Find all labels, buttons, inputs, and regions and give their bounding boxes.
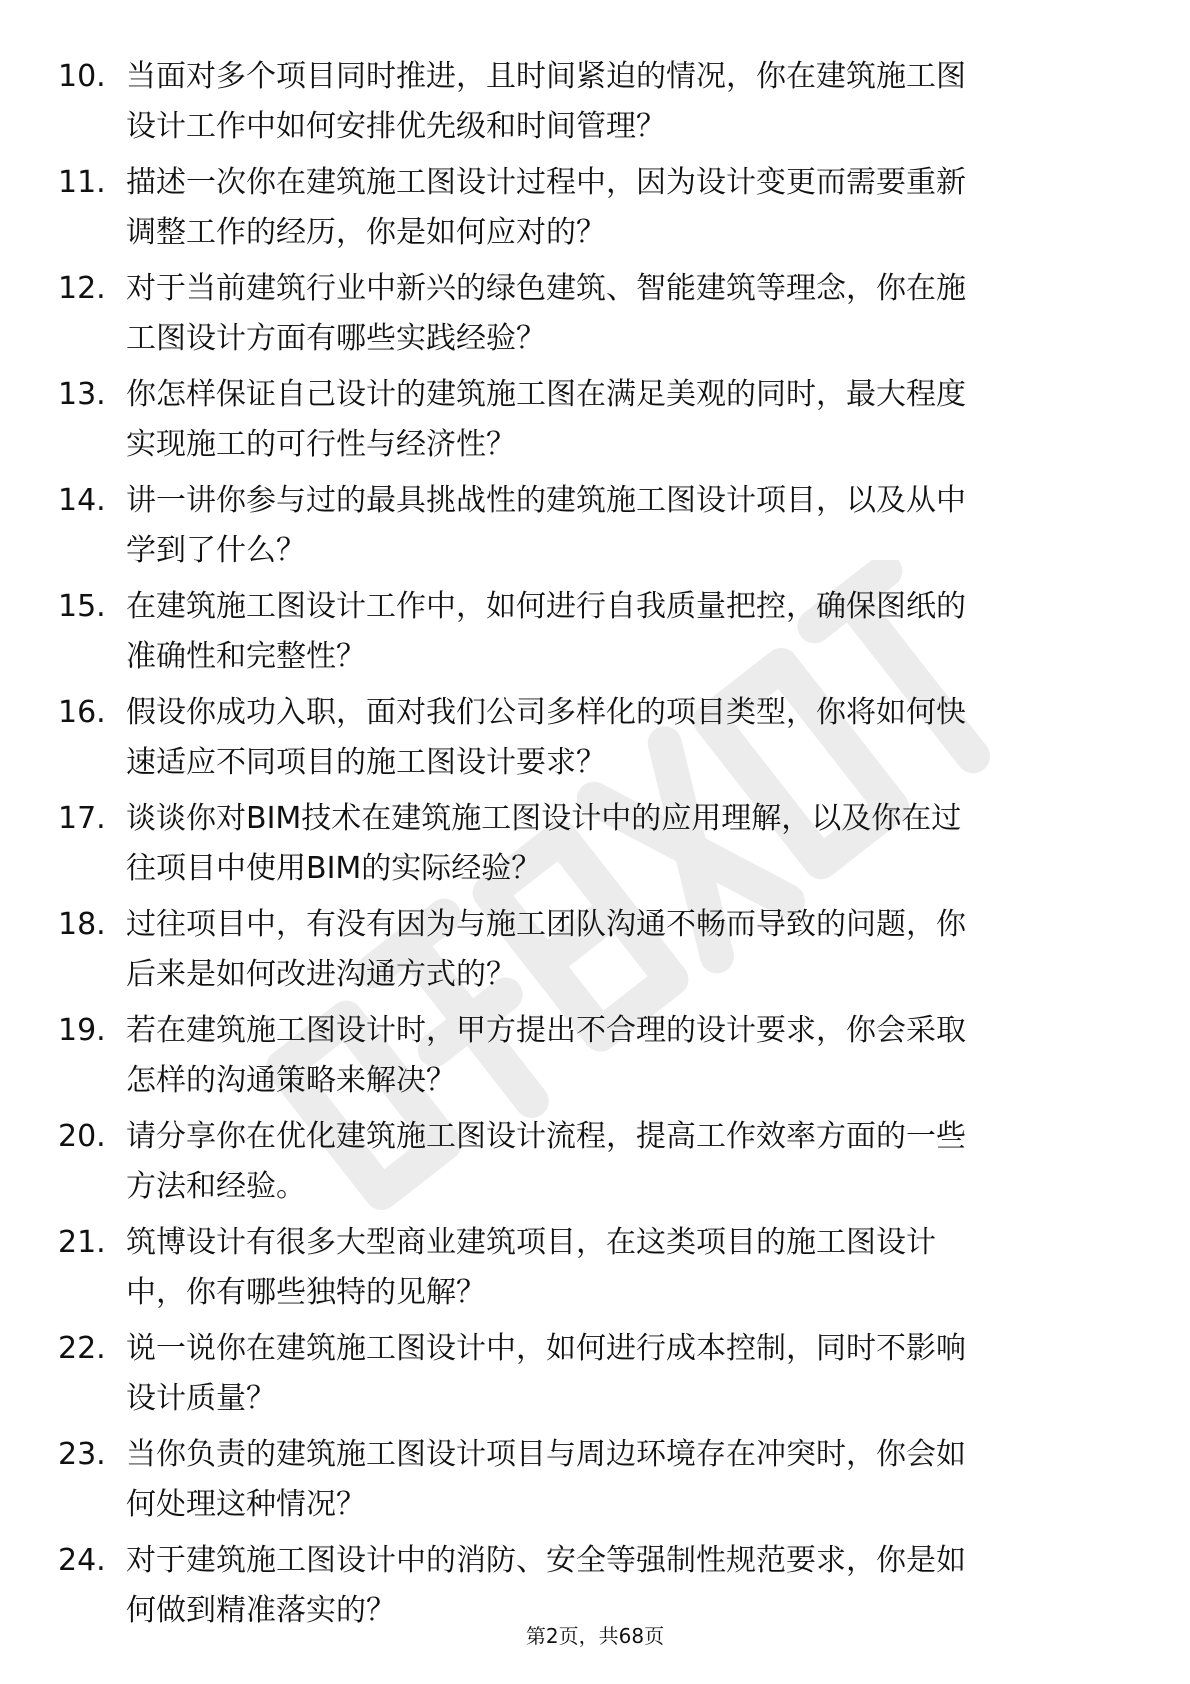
question-text xyxy=(126,1218,1126,1318)
question-line: 若在建筑施工图设计时，甲方提出不合理的设计要求，你会采取 xyxy=(126,1013,966,1048)
question-line: 在建筑施工图设计工作中，如何进行自我质量把控，确保图纸的 xyxy=(126,589,966,624)
question-line: 往项目中使用BIM的实际经验？ xyxy=(126,851,542,886)
question-number: 23. xyxy=(58,1437,106,1472)
question-text xyxy=(126,1430,1126,1530)
question-text xyxy=(126,794,1126,894)
question-line: 筑博设计有很多大型商业建筑项目，在这类项目的施工图设计 xyxy=(126,1225,936,1260)
question-line: 说一说你在建筑施工图设计中，如何进行成本控制，同时不影响 xyxy=(126,1331,966,1366)
question-text xyxy=(126,1324,1126,1424)
question-text xyxy=(126,264,1126,364)
question-line: 描述一次你在建筑施工图设计过程中，因为设计变更而需要重新 xyxy=(126,165,966,200)
question-text xyxy=(126,1006,1126,1106)
question-number: 10. xyxy=(58,59,106,94)
question-item xyxy=(58,52,1118,158)
question-line: 假设你成功入职，面对我们公司多样化的项目类型，你将如何快 xyxy=(126,695,966,730)
question-number: 16. xyxy=(58,695,106,730)
question-line: 你怎样保证自己设计的建筑施工图在满足美观的同时，最大程度 xyxy=(126,377,966,412)
question-line: 调整工作的经历，你是如何应对的？ xyxy=(126,215,606,250)
question-item xyxy=(58,1218,1118,1324)
question-line: 对于当前建筑行业中新兴的绿色建筑、智能建筑等理念，你在施 xyxy=(126,271,966,306)
page-footer xyxy=(0,1620,1190,1649)
question-line: 怎样的沟通策略来解决？ xyxy=(126,1063,456,1098)
question-line: 设计工作中如何安排优先级和时间管理？ xyxy=(126,109,666,144)
question-number: 20. xyxy=(58,1119,106,1154)
question-number: 22. xyxy=(58,1331,106,1366)
question-line: 讲一讲你参与过的最具挑战性的建筑施工图设计项目，以及从中 xyxy=(126,483,966,518)
question-line: 当面对多个项目同时推进，且时间紧迫的情况，你在建筑施工图 xyxy=(126,59,966,94)
question-line: 设计质量？ xyxy=(126,1381,276,1416)
question-line: 速适应不同项目的施工图设计要求？ xyxy=(126,745,606,780)
question-text xyxy=(126,370,1126,470)
question-number: 17. xyxy=(58,801,106,836)
question-item xyxy=(58,900,1118,1006)
question-number: 18. xyxy=(58,907,106,942)
question-line: 中，你有哪些独特的见解？ xyxy=(126,1275,486,1310)
question-number: 21. xyxy=(58,1225,106,1260)
question-item xyxy=(58,370,1118,476)
question-line: 请分享你在优化建筑施工图设计流程，提高工作效率方面的一些 xyxy=(126,1119,966,1154)
page-number-label: 第2页，共68页 xyxy=(525,1624,665,1648)
question-line: 后来是如何改进沟通方式的？ xyxy=(126,957,516,992)
question-line: 对于建筑施工图设计中的消防、安全等强制性规范要求，你是如 xyxy=(126,1543,966,1578)
question-line: 何做到精准落实的？ xyxy=(126,1593,396,1628)
question-number: 11. xyxy=(58,165,106,200)
question-number: 24. xyxy=(58,1543,106,1578)
question-item xyxy=(58,264,1118,370)
question-item xyxy=(58,1430,1118,1536)
question-text xyxy=(126,582,1126,682)
question-number: 14. xyxy=(58,483,106,518)
question-line: 过往项目中，有没有因为与施工团队沟通不畅而导致的问题，你 xyxy=(126,907,966,942)
question-line: 准确性和完整性？ xyxy=(126,639,366,674)
question-line: 当你负责的建筑施工图设计项目与周边环境存在冲突时，你会如 xyxy=(126,1437,966,1472)
question-item xyxy=(58,158,1118,264)
question-line: 谈谈你对BIM技术在建筑施工图设计中的应用理解，以及你在过 xyxy=(126,801,962,836)
question-item xyxy=(58,1112,1118,1218)
question-list xyxy=(58,52,1118,1642)
question-number: 19. xyxy=(58,1013,106,1048)
question-line: 方法和经验。 xyxy=(126,1169,306,1204)
question-item xyxy=(58,582,1118,688)
question-item xyxy=(58,476,1118,582)
question-line: 工图设计方面有哪些实践经验？ xyxy=(126,321,546,356)
question-line: 学到了什么？ xyxy=(126,533,306,568)
question-text xyxy=(126,158,1126,258)
question-item xyxy=(58,794,1118,900)
question-item xyxy=(58,1006,1118,1112)
question-number: 13. xyxy=(58,377,106,412)
question-line: 何处理这种情况？ xyxy=(126,1487,366,1522)
question-text xyxy=(126,52,1126,152)
question-line: 实现施工的可行性与经济性？ xyxy=(126,427,516,462)
question-number: 12. xyxy=(58,271,106,306)
question-item xyxy=(58,1324,1118,1430)
question-text xyxy=(126,900,1126,1000)
question-number: 15. xyxy=(58,589,106,624)
question-text xyxy=(126,688,1126,788)
question-text xyxy=(126,1112,1126,1212)
question-item xyxy=(58,688,1118,794)
question-text xyxy=(126,476,1126,576)
